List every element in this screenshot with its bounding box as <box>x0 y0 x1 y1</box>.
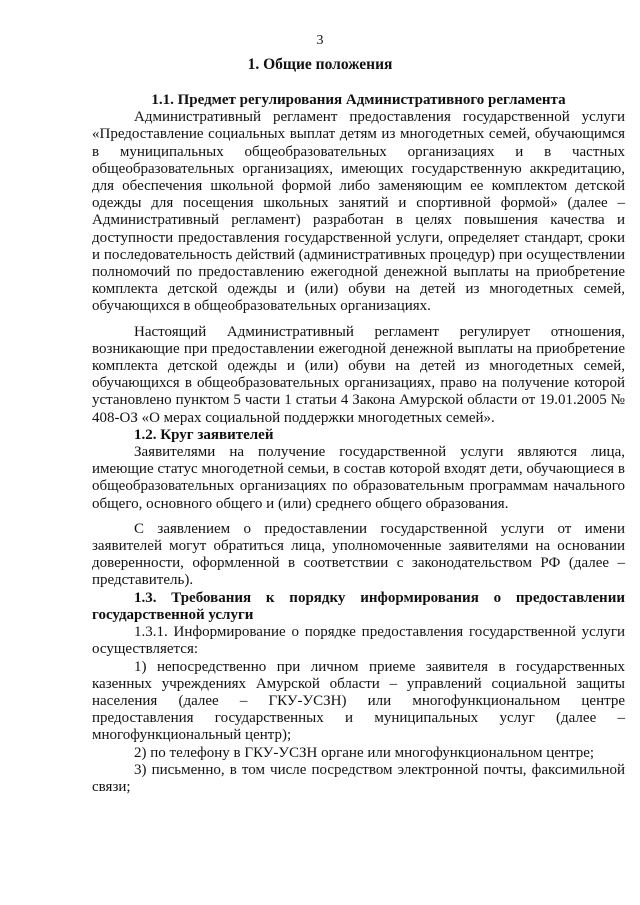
paragraph: 1.3.1. Информирование о порядке предоставления государственной услуги осуществляется: <box>92 624 625 658</box>
paragraph: С заявлением о предоставлении государственной услуги от имени заявителей могут обратиться лица, уполномоченные заявителями на основании доверенности, оформленной в соответствии с законодательством РФ (далее – представитель). <box>92 520 625 589</box>
subsection-heading-1-2: 1.2. Круг заявителей <box>134 426 274 443</box>
section-title: 1. Общие положения <box>247 56 393 73</box>
subsection-heading-1-1: 1.1. Предмет регулирования Административного регламента <box>151 92 566 108</box>
document-body <box>92 92 625 796</box>
list-item: 3) письменно, в том числе посредством электронной почты, факсимильной связи; <box>92 761 625 795</box>
paragraph: Административный регламент предоставления государственной услуги «Предоставление социальных выплат детям из многодетных семей, обучающимся в муниципальных общеобразовательных организациях и в частных общеобразовательных организациях, имеющих государственную аккредитацию, для обеспечения школьной формой либо заменяющим ее комплектом детской одежды для посещения школьных занятий и спортивной формой» (далее – Административный регламент) разработан в целях повышения качества и доступности предоставления государственной услуги, определяет стандарт, сроки и последовательность действий (административных процедур) при осуществлении полномочий по предоставлению ежегодной денежной выплаты на приобретение комплекта детской одежды и (или) обуви на детей из многодетных семей, обучающихся в общеобразовательных организациях. <box>92 109 625 315</box>
paragraph: Заявителями на получение государственной услуги являются лица, имеющие статус многодетной семьи, в состав которой входят дети, обучающиеся в общеобразовательных организациях по образовательным программам начального общего, основного общего и (или) среднего общего образования. <box>92 444 625 512</box>
list-item: 1) непосредственно при личном приеме заявителя в государственных казенных учреждениях Амурской области – управлений социальной защиты населения (далее – ГКУ-УСЗН) или многофункциональном центре предоставления государственных и муниципальных услуг (далее – многофункциональный центр); <box>92 658 625 744</box>
subsection-heading-1-3: 1.3. Требования к порядку информирования о предоставлении государственной услуги <box>92 589 625 623</box>
paragraph: Настоящий Административный регламент регулирует отношения, возникающие при предоставлении ежегодной денежной выплаты на приобретение комплекта детской одежды и (или) обуви на детей из многодетных семей, обучающихся в общеобразовательных организациях, право на получение которой установлено пунктом 5 части 1 статьи 4 Закона Амурской области от 19.01.2005 № 408-ОЗ «О мерах социальной поддержки многодетных семей». <box>92 323 625 426</box>
list-item: 2) по телефону в ГКУ-УСЗН органе или многофункциональном центре; <box>134 744 595 761</box>
page-number: 3 <box>316 33 324 48</box>
